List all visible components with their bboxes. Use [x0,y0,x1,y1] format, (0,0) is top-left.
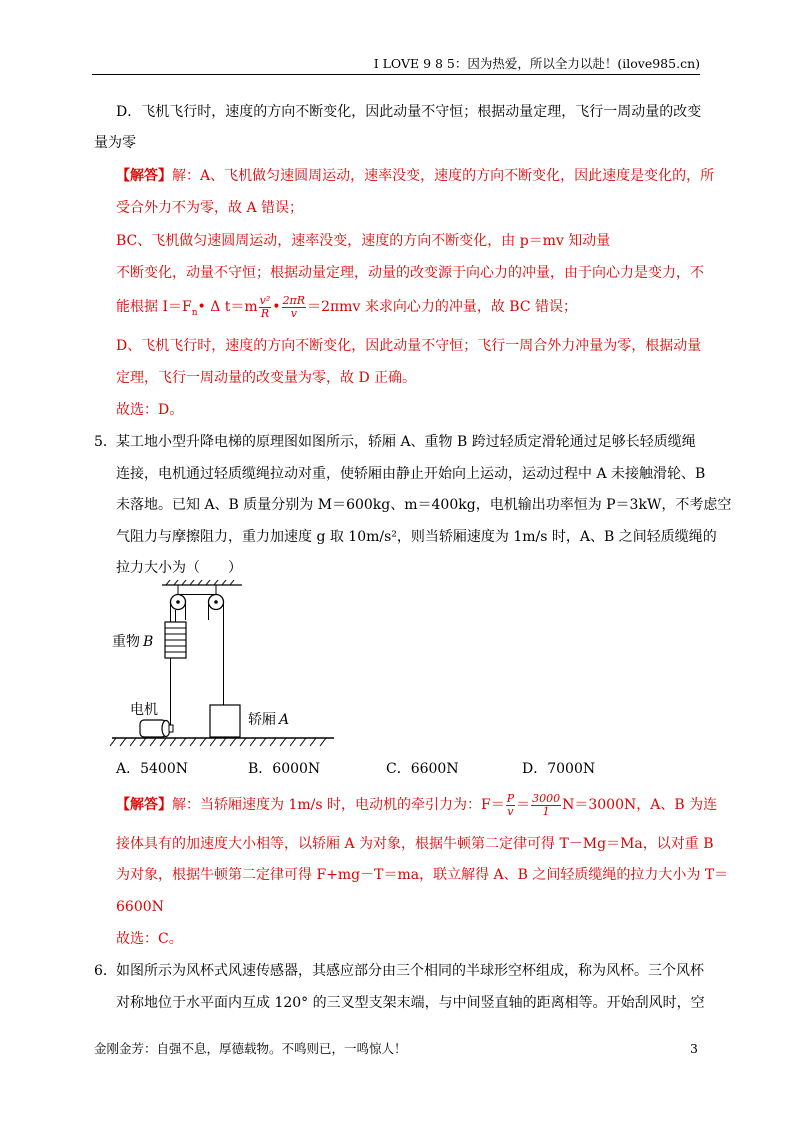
prev-answer-line2: 受合外力不为零，故 A 错误； [116,200,304,216]
q5-option-c[interactable]: C．6600N [386,761,459,777]
formula-part-c: ＝2πmv 来求向心力的冲量，故 BC 错误； [307,299,577,315]
q5-line3: 未落地。已知 A、B 质量分别为 M＝600kg、m＝400kg，电机输出功率恒为 P＝3kW，不考虑空 [116,497,732,513]
fraction-v2-over-r: $\frac{\text{v²}}{R}$ [259,293,271,320]
q5-answer-line1 [116,790,717,820]
q5-answer-text1b: N＝3000N，A、B 为连 [562,797,718,813]
pulley-right-axle [214,600,218,604]
weight-b [165,622,186,658]
fraction-p-over-v: $\frac{P}{v}$ [506,791,515,818]
car-a [210,705,240,737]
q5-answer-line3: 为对象，根据牛顿第二定律可得 F+mg－T＝ma，联立解得 A、B 之间轻质缆绳的拉力大小为 T＝ [116,867,729,883]
fraction-2pir-over-v: $\frac{2\pi R}{v}$ [282,293,306,320]
prev-answer-line6: D、飞机飞行时，速度的方向不断变化，因此动量不守恒；飞行一周合外力冲量为零，根据动量 [116,338,702,354]
pulley-left-axle [176,600,180,604]
prev-answer-line4: 不断变化，动量不守恒；根据动量定理，动量的改变源于向心力的冲量，由于向心力是变力，不 [116,265,704,281]
prev-choice: 故选：D。 [116,402,184,418]
q5-line4: 气阻力与摩擦阻力，重力加速度 g 取 10m/s²，则当轿厢速度为 1m/s 时，A、B 之间轻质缆绳的 [116,529,717,545]
q5-answer-line2: 接体具有的加速度大小相等，以轿厢 A 为对象，根据牛顿第二定律可得 T－Mg＝Ma，以对重 B [116,836,714,852]
q5-option-d[interactable]: D．7000N [522,761,596,777]
weight-label: 重物 B [112,634,154,650]
q5-option-a[interactable]: A．5400N [116,761,188,777]
equals-sign: ＝ [516,797,531,813]
page-header [92,56,700,75]
fraction-3000-over-1: $\frac{3000}{1}$ [532,791,561,818]
q6-line2: 对称地位于水平面内互成 120° 的三叉型支架末端，与中间竖直轴的距离相等。开始刮风时，空 [116,995,705,1011]
motor-label: 电机 [130,702,158,718]
q6-number: 6． [94,963,117,979]
prev-answer-text1: 解：A、飞机做匀速圆周运动，速率没变，速度的方向不断变化，因此速度是变化的，所 [172,168,715,184]
footer-motto: 金刚金芳：自强不息，厚德载物。不鸣则已，一鸣惊人！ [94,1041,407,1056]
motor [140,720,173,737]
ground-hatch [110,738,326,746]
q5-line1: 某工地小型升降电梯的原理图如图所示，轿厢 A、重物 B 跨过轻质定滑轮通过足够长轻质缆绳 [116,434,696,450]
subscript-n: n [191,307,198,318]
answer-tag: 【解答】 [116,168,172,184]
page-number: 3 [690,1041,698,1056]
q5-number: 5． [94,434,117,450]
prev-option-d-line1: D．飞机飞行时，速度的方向不断变化，因此动量不守恒；根据动量定理，飞行一周动量的改变 [116,104,702,120]
q5-answer-text1: 解：当轿厢速度为 1m/s 时，电动机的牵引力为：F＝ [172,797,505,813]
formula-part-a: 能根据 I＝F [116,299,192,315]
prev-answer-line5: 能根据 $I=F_n•$ Δ t＝m $\frac{\text{v²}}{R}$ • $\frac{2\pi R}{v}$ ＝2πmv 来求向心力的冲量，故 BC 错误； [116,293,577,320]
prev-answer-line1 [116,167,714,185]
elevator-diagram [108,580,348,755]
ceiling-hatch [166,580,234,585]
prev-answer-line7: 定理，飞行一周动量的改变量为零，故 D 正确。 [116,370,417,386]
prev-option-d-line2: 量为零 [94,135,136,151]
q5-choice: 故选：C。 [116,931,183,947]
header-text: I LOVE 9 8 5：因为热爱，所以全力以赴！(ilove985.cn) [373,56,700,71]
car-label: 轿厢 A [248,712,290,728]
q6-line1: 如图所示为风杯式风速传感器，其感应部分由三个相同的半球形空杯组成，称为风杯。三个风杯 [116,963,704,979]
q5-answer-line4: 6600N [116,899,164,915]
formula-part-b: • Δ t＝m [197,299,258,315]
q5-line5: 拉力大小为（ ） [116,560,242,576]
answer-tag: 【解答】 [116,797,172,813]
q5-line2: 连接，电机通过轻质缆绳拉动对重，使轿厢由静止开始向上运动，运动过程中 A 未接触滑轮、B [116,466,706,482]
prev-answer-line3: BC、飞机做匀速圆周运动，速率没变，速度的方向不断变化，由 p＝mv 知动量 [116,233,611,249]
q5-option-b[interactable]: B．6000N [248,761,321,777]
